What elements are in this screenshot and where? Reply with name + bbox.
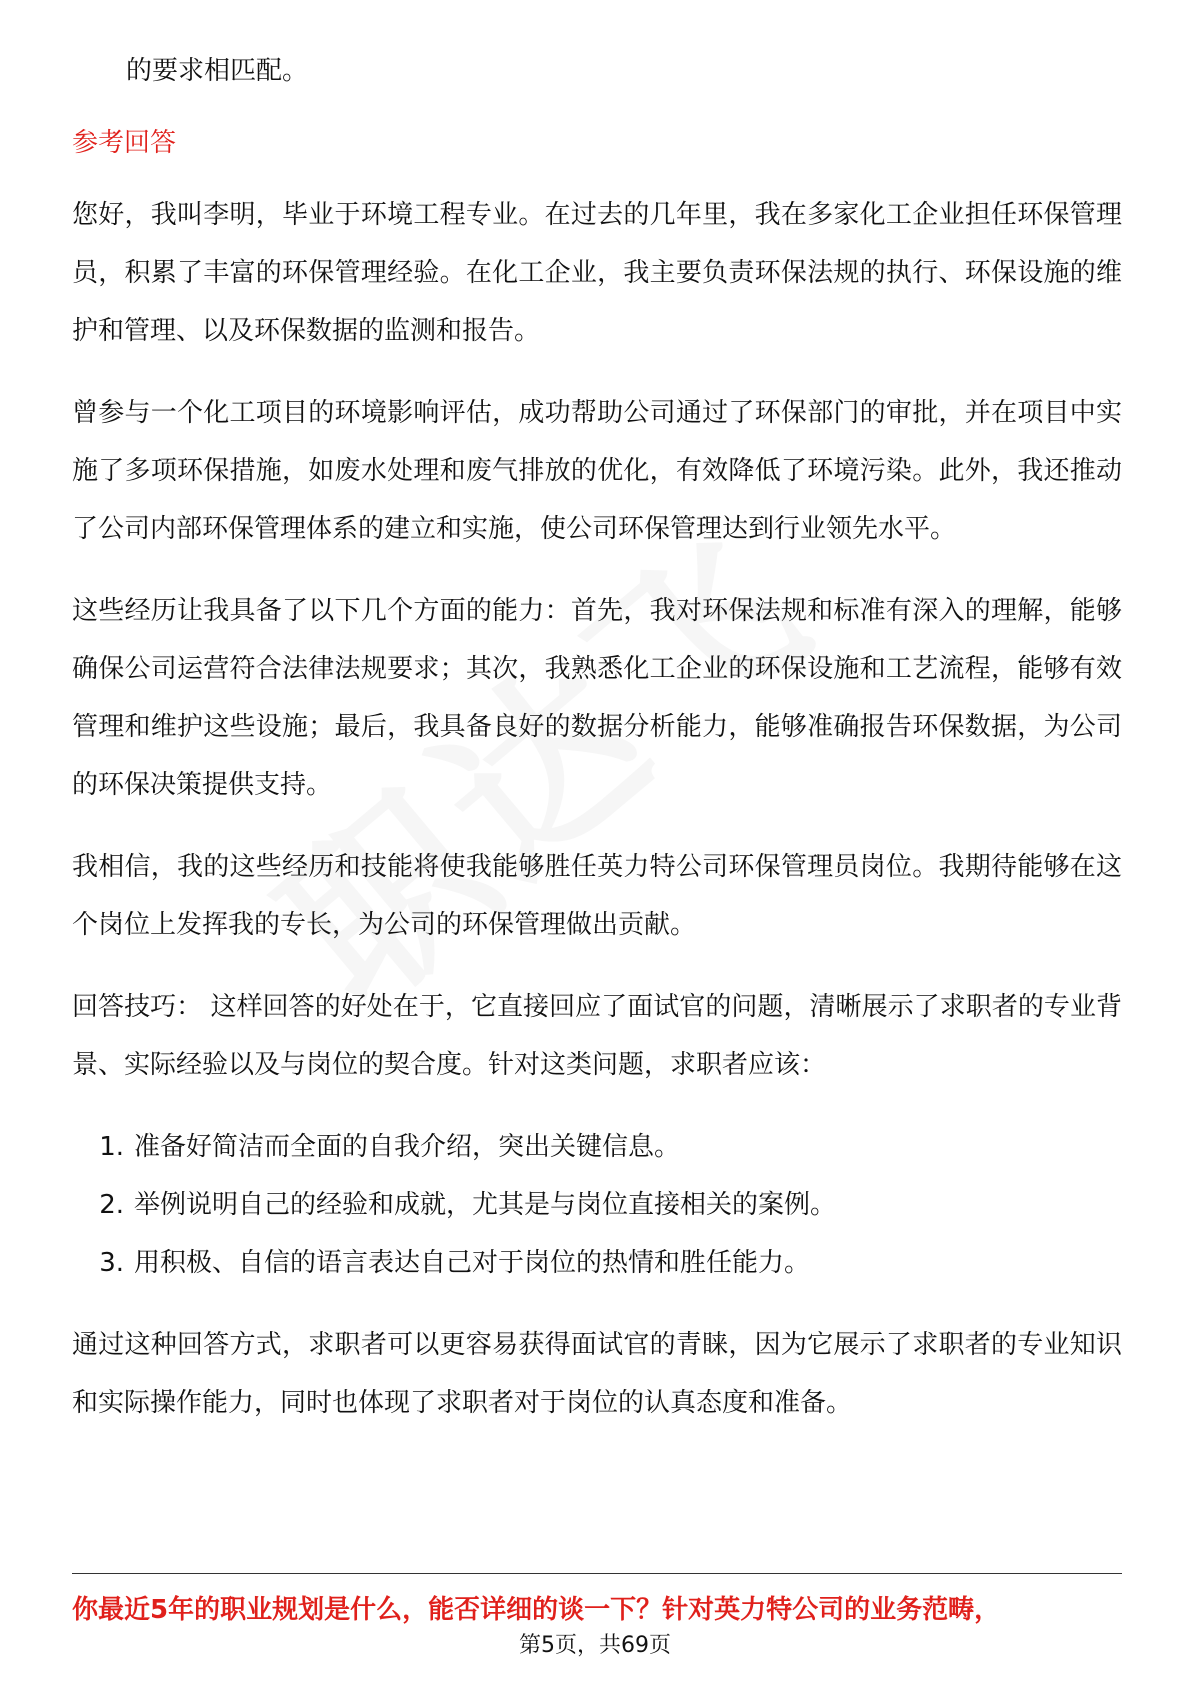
- list-item-text: 用积极、自信的语言表达自己对于岗位的热情和胜任能力。: [134, 1248, 811, 1278]
- list-item: [72, 1234, 1122, 1292]
- answer-paragraph-4: 我相信，我的这些经历和技能将使我能够胜任英力特公司环保管理员岗位。我期待能够在这个岗位上发挥我的专长，为公司的环保管理做出贡献。: [72, 852, 1122, 940]
- list-item-number: 1.: [99, 1132, 124, 1162]
- page-content: [72, 42, 1122, 1456]
- section-divider: [72, 1573, 1122, 1574]
- page-number: 第5页，共69页: [519, 1633, 671, 1658]
- list-item-number: 3.: [99, 1248, 124, 1278]
- list-item: [72, 1118, 1122, 1176]
- answer-tips-intro: 回答技巧： 这样回答的好处在于，它直接回应了面试官的问题，清晰展示了求职者的专业背景、实际经验以及与岗位的契合度。针对这类问题，求职者应该：: [72, 992, 1122, 1080]
- tips-list: [72, 1118, 1122, 1292]
- list-item-number: 2.: [99, 1190, 124, 1220]
- intro-continuation: 的要求相匹配。: [126, 56, 309, 86]
- list-item: [72, 1176, 1122, 1234]
- answer-paragraph-1: 您好，我叫李明，毕业于环境工程专业。在过去的几年里，我在多家化工企业担任环保管理员，积累了丰富的环保管理经验。在化工企业，我主要负责环保法规的执行、环保设施的维护和管理、以及环保数据的监测和报告。: [72, 200, 1122, 346]
- answer-paragraph-3: 这些经历让我具备了以下几个方面的能力：首先，我对环保法规和标准有深入的理解，能够确保公司运营符合法律法规要求；其次，我熟悉化工企业的环保设施和工艺流程，能够有效管理和维护这些设施；最后，我具备良好的数据分析能力，能够准确报告环保数据，为公司的环保决策提供支持。: [72, 596, 1122, 800]
- closing-paragraph: 通过这种回答方式，求职者可以更容易获得面试官的青睐，因为它展示了求职者的专业知识和实际操作能力，同时也体现了求职者对于岗位的认真态度和准备。: [72, 1330, 1122, 1418]
- list-item-text: 举例说明自己的经验和成就，尤其是与岗位直接相关的案例。: [134, 1190, 837, 1220]
- next-question-heading: 你最近5年的职业规划是什么，能否详细的谈一下？针对英力特公司的业务范畴，: [72, 1595, 1001, 1625]
- answer-paragraph-2: 曾参与一个化工项目的环境影响评估，成功帮助公司通过了环保部门的审批，并在项目中实施了多项环保措施，如废水处理和废气排放的优化，有效降低了环境污染。此外，我还推动了公司内部环保管理体系的建立和实施，使公司环保管理达到行业领先水平。: [72, 398, 1122, 544]
- section-title: 参考回答: [72, 128, 177, 158]
- list-item-text: 准备好简洁而全面的自我介绍，突出关键信息。: [134, 1132, 681, 1162]
